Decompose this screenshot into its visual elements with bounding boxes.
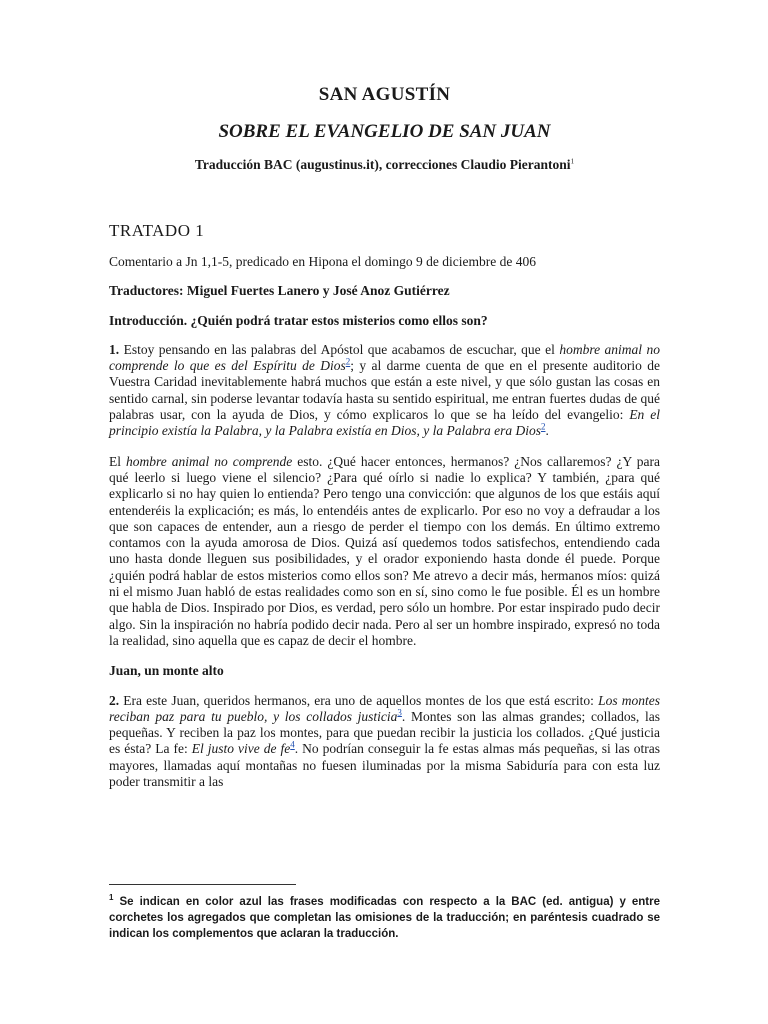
- footnote: [109, 890, 660, 942]
- work-title: SOBRE EL EVANGELIO DE SAN JUAN: [218, 121, 551, 142]
- translation-byline: [109, 157, 660, 173]
- tratado-heading: TRATADO 1: [109, 221, 205, 240]
- translators-line: Traductores: Miguel Fuertes Lanero y José Anoz Gutiérrez: [109, 283, 450, 299]
- footnote-link[interactable]: 2: [540, 421, 546, 432]
- footnote-number: 1: [109, 893, 114, 902]
- text-run: Estoy pensando en las palabras del Apóstol que acabamos de escuchar, que el: [119, 341, 560, 357]
- footnote-text: Se indican en color azul las frases modificadas con respecto a la BAC (ed. antigua) y entre corchetes los agregados que completan las omisiones de la traducción; en paréntesis cuadrado se indican los complementos que aclaran la traducción.: [109, 895, 660, 940]
- document-body: [109, 84, 660, 804]
- author-title: SAN AGUSTÍN: [318, 84, 451, 105]
- intro-heading: Introducción. ¿Quién podrá tratar estos misterios como ellos son?: [109, 312, 488, 328]
- text-run: El: [109, 453, 127, 469]
- text-run: .: [545, 423, 549, 439]
- scripture-quote: hombre animal no comprende lo que es del Espíritu de Dios: [109, 341, 661, 374]
- paragraph-3: [109, 693, 660, 791]
- text-run: Era este Juan, queridos hermanos, era uno de aquellos montes de los que está escrito:: [119, 692, 599, 708]
- paragraph-number: 2.: [109, 692, 120, 708]
- paragraph-number: 1.: [109, 341, 120, 357]
- footnote-link[interactable]: 3: [397, 707, 402, 718]
- scripture-quote: hombre animal no comprende: [126, 453, 293, 469]
- text-run: ; y al darme cuenta de que en el presente auditorio de Vuestra Caridad inevitablemente habrá muchos que están a este nivel, y que sólo gustan las cosas en sentido carnal, sin poderse levantar todavía hasta su sentido espiritual, me entran fuertes dudas de qué palabras usar, con la ayuda de Dios, y cómo explicaros lo que se ha leído del evangelio:: [109, 358, 660, 423]
- section-heading: Juan, un monte alto: [109, 663, 224, 679]
- scripture-quote: Los montes reciban paz para tu pueblo, y los collados justicia: [109, 692, 660, 724]
- sermon-info: Comentario a Jn 1,1-5, predicado en Hipona el domingo 9 de diciembre de 406: [109, 254, 537, 269]
- text-run: . No podrían conseguir la fe estas almas más pequeñas, si las otras mayores, llamadas aquí montañas no fuesen iluminadas por la misma Sabiduría para con esta luz poder transmitir a las: [109, 741, 661, 790]
- paragraph-2: [109, 454, 660, 650]
- scripture-quote: En el principio existía la Palabra, y la Palabra existía en Dios, y la Palabra era Dios: [109, 407, 660, 439]
- text-run: . Montes son las almas grandes; collados, las pequeñas. Y reciben la paz los montes, para que puedan recibir la justicia los collados. ¿Qué justicia es ésta? La fe:: [109, 708, 660, 757]
- text-run: esto. ¿Qué hacer entonces, hermanos? ¿Nos callaremos? ¿Y para qué leerlo si luego viene el silencio? ¿Para qué oírlo si nadie lo explica? Y también, ¿para qué explicarlo si no hay quien lo entienda? Pero tengo una convicción: que algunos de los que estáis aquí entenderéis la explicación; es más, lo entendéis antes de explicarlo. Por eso no voy a defraudar a los que son capaces de entender, aun a riesgo de perder el tiempo con los demás. En último extremo contamos con la ayuda amorosa de Dios. Quizá así quedemos todos satisfechos, entendiendo cada uno hasta donde lleguen sus posibilidades, y el orador exponiendo hasta donde él puede. Porque ¿quién podrá hablar de estos misterios como ellos son? Me atrevo a decir más, hermanos míos: quizá ni el mismo Juan habló de estas realidades como son en sí, sino como le fue posible. Él es un hombre que habla de Dios. Inspirado por Dios, es verdad, pero sólo un hombre. Por estar inspirado pudo decir algo. Sin la inspiración no habría podido decir nada. Pero al ser un hombre inspirado, expresó no toda la realidad, sino aquella que es capaz de decir el hombre.: [109, 453, 660, 648]
- byline-text: Traducción BAC (augustinus.it), correcciones Claudio Pierantoni: [194, 157, 571, 172]
- footnote-divider: [109, 884, 296, 885]
- footnote-link[interactable]: 4: [290, 739, 295, 750]
- footnote-link[interactable]: 2: [345, 356, 351, 367]
- byline-footnote-marker: 1: [570, 157, 575, 166]
- scripture-quote: El justo vive de fe: [191, 741, 291, 757]
- paragraph-1: [109, 342, 660, 440]
